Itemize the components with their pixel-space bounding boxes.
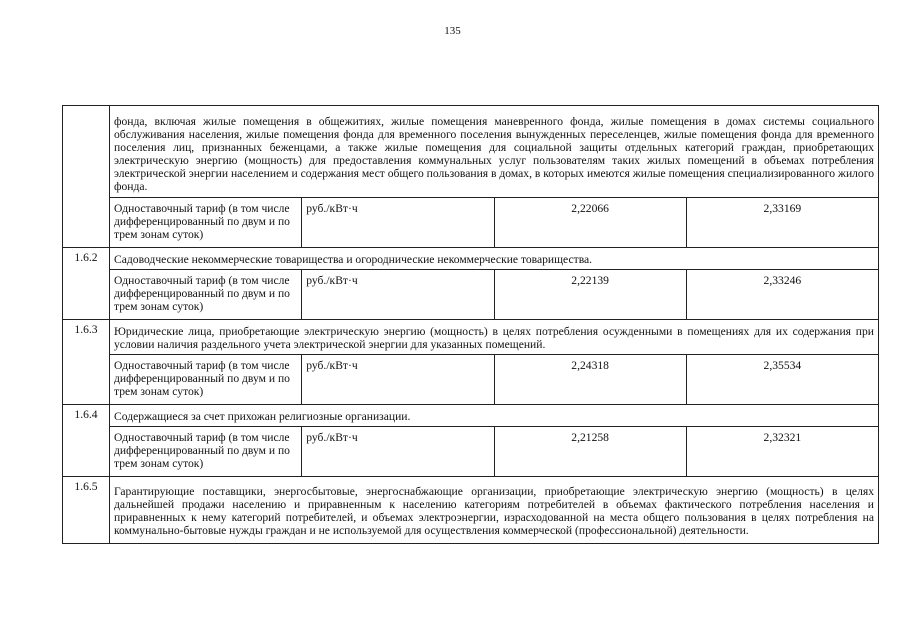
section-code: 1.6.2	[63, 248, 110, 320]
section-row	[63, 320, 879, 355]
tariff-value-second: 2,35534	[686, 355, 878, 405]
tariff-unit: руб./кВт·ч	[302, 427, 494, 477]
tariff-row	[63, 198, 879, 248]
tariff-value-first: 2,21258	[494, 427, 686, 477]
section-row	[63, 248, 879, 270]
section-code: 1.6.4	[63, 405, 110, 477]
section-row	[63, 477, 879, 544]
tariff-table	[62, 105, 879, 544]
tariff-row	[63, 270, 879, 320]
section-row	[63, 106, 879, 198]
tariff-value-second: 2,33169	[686, 198, 878, 248]
tariff-unit: руб./кВт·ч	[302, 270, 494, 320]
tariff-name: Одноставочный тариф (в том числе дифференцированный по двум и по трем зонам суток)	[110, 270, 302, 320]
tariff-value-first: 2,22066	[494, 198, 686, 248]
section-code: 1.6.5	[63, 477, 110, 544]
section-description: фонда, включая жилые помещения в общежитиях, жилые помещения маневренного фонда, жилые помещения в домах системы социального обслуживания населения, жилые помещения фонда для временного поселения вынужденных переселенцев, жилые помещения фонда для временного поселения лиц, признанных беженцами, а также жилые помещения для социальной защиты отдельных категорий граждан, приобретающих электрическую энергию (мощность) для предоставления коммунальных услуг пользователям таких жилых помещений в объемах потребления электрической энергии населением и содержания мест общего пользования в домах, в которых имеются жилые помещения специализированного жилого фонда.	[110, 106, 879, 198]
tariff-unit: руб./кВт·ч	[302, 198, 494, 248]
tariff-row	[63, 355, 879, 405]
tariff-name: Одноставочный тариф (в том числе дифференцированный по двум и по трем зонам суток)	[110, 355, 302, 405]
tariff-value-second: 2,32321	[686, 427, 878, 477]
page-number: 135	[444, 25, 461, 37]
tariff-value-first: 2,22139	[494, 270, 686, 320]
tariff-row	[63, 427, 879, 477]
tariff-name: Одноставочный тариф (в том числе дифференцированный по двум и по трем зонам суток)	[110, 198, 302, 248]
tariff-unit: руб./кВт·ч	[302, 355, 494, 405]
section-description: Садоводческие некоммерческие товарищества и огороднические некоммерческие товарищества.	[110, 248, 879, 270]
section-code: 1.6.3	[63, 320, 110, 405]
section-row	[63, 405, 879, 427]
tariff-value-second: 2,33246	[686, 270, 878, 320]
tariff-value-first: 2,24318	[494, 355, 686, 405]
section-description: Содержащиеся за счет прихожан религиозные организации.	[110, 405, 879, 427]
section-code	[63, 106, 110, 248]
section-description: Юридические лица, приобретающие электрическую энергию (мощность) в целях потребления осужденными в помещениях для их содержания при условии наличия раздельного учета электрической энергии для указанных помещений.	[110, 320, 879, 355]
tariff-name: Одноставочный тариф (в том числе дифференцированный по двум и по трем зонам суток)	[110, 427, 302, 477]
section-description: Гарантирующие поставщики, энергосбытовые, энергоснабжающие организации, приобретающие электрическую энергию (мощность) в целях дальнейшей продажи населению и приравненным к населению категориям потребителей в объемах фактического потребления населения и приравненных к нему категорий потребителей, и объемах электроэнергии, израсходованной на места общего пользования в целях потребления на коммунально-бытовые нужды граждан и не используемой для осуществления коммерческой (профессиональной) деятельности.	[110, 477, 879, 544]
